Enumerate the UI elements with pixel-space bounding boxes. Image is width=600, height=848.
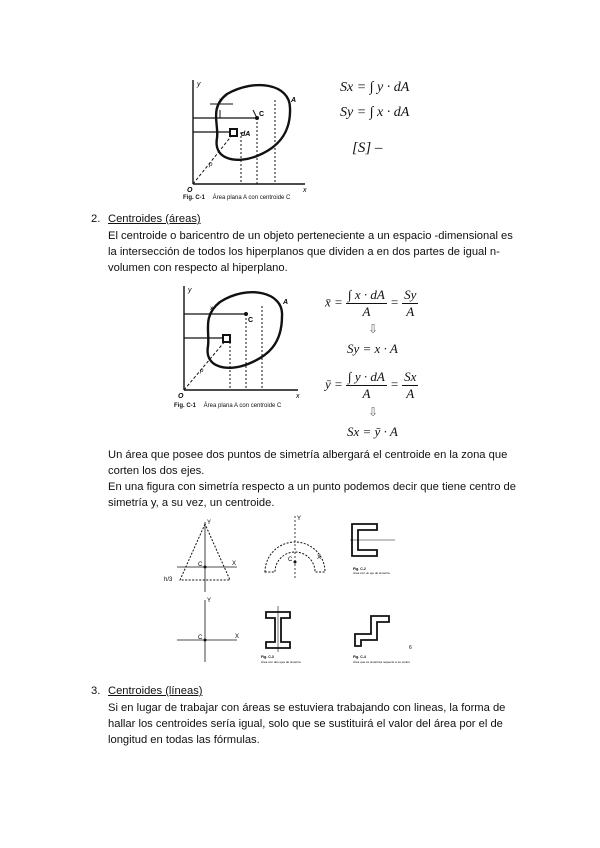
formula-sy-result: Sy = x · A (347, 341, 398, 356)
ybar-rnum: Sx (404, 369, 417, 384)
fig2-label-x-dist: x (210, 306, 213, 312)
cross-label-x: X (235, 634, 240, 640)
symmetry-paragraph-2: En una figura con simetría respecto a un punto podemos decir que tiene centro de simetría y, a su vez, un centroide. (108, 481, 516, 509)
cross-label-c: C (198, 635, 203, 641)
section2-title: Centroides (áreas) (108, 213, 201, 225)
figure2-drawing (176, 282, 306, 404)
figure-area-centroid-1 (185, 74, 315, 199)
fig1-label-area: A (291, 97, 297, 104)
fig2-label-x-axis: x (296, 393, 300, 400)
formula-sy: Sy = ∫ x · dA (340, 105, 410, 120)
fig1-label-x-dist: x (219, 98, 222, 104)
xbar-lhs: x̄ = (325, 294, 343, 310)
fig1-caption-label: Fig. C-1 (183, 195, 205, 201)
fig2-label-origin: O (178, 393, 184, 400)
xbar-den: A (362, 304, 371, 319)
cross-label-y: Y (207, 598, 212, 604)
fig2-label-rho: ρ (200, 368, 204, 374)
section2-number: 2. (91, 213, 101, 225)
ybar-eq: = (390, 376, 399, 392)
fig2-label-centroid: C (248, 317, 254, 324)
formula-sx-result: Sx = ȳ · A (347, 424, 398, 439)
fig1-label-origin: O (187, 187, 193, 194)
fig2-caption-label: Fig. C-1 (174, 403, 196, 409)
triangle-label-c: C (198, 562, 203, 568)
xbar-rden: A (406, 304, 415, 319)
triangle-label-y: Y (207, 520, 212, 526)
formula-ybar (325, 369, 418, 402)
arch-label-c: C (288, 557, 293, 563)
arch-label-y: Y (297, 516, 302, 522)
fig-c4-caption-text: Área que es simétrica respecto a su centro (353, 660, 411, 664)
arch-label-x: X (317, 555, 322, 561)
xbar-num: ∫ x · dA (348, 287, 385, 302)
section3-number: 3. (91, 685, 101, 697)
section3-title: Centroides (líneas) (108, 685, 203, 697)
symmetry-figures (165, 512, 425, 672)
fig1-label-x-axis: x (303, 187, 307, 194)
ybar-rden: A (406, 386, 415, 401)
formula-xbar (325, 287, 418, 320)
symmetry-paragraph-1: Un área que posee dos puntos de simetría albergará el centroide en la zona que corten los dos ejes. (108, 449, 508, 477)
formula-s-units: [S] – (352, 140, 383, 156)
down-arrow-icon: ⇩ (368, 322, 379, 336)
section2-paragraph: El centroide o baricentro de un objeto perteneciente a un espacio -dimensional es la intersección de todos los hiperplanos que dividen a en dos partes de igual n-volumen con respecto al hiperplano. (108, 230, 513, 274)
figure-area-centroid-2 (176, 282, 306, 414)
formula-sx: Sx = ∫ y · dA (340, 80, 410, 95)
symmetry-figures-drawing (165, 512, 425, 672)
fig1-label-dA: dA (241, 131, 251, 138)
fig-c4-caption: Fig. C-4 (353, 655, 366, 659)
figure1-drawing (185, 74, 315, 199)
section3-paragraph: Si en lugar de trabajar con áreas se estuviera trabajando con lineas, la forma de hallar los centroides sería igual, solo que se sustituirá el valor del área por el de longitud en todas las fórmulas. (108, 702, 506, 746)
ybar-num: ∫ y · dA (348, 369, 385, 384)
fig-c3-caption-text: Área con dos ejes de simetría (261, 660, 301, 664)
triangle-label-h3: h/3 (164, 577, 173, 583)
xbar-rnum: Sy (404, 287, 417, 302)
fig2-caption-text: Área plana A con centroide C (203, 403, 282, 409)
fig-c2-caption: Fig. C-2 (353, 567, 366, 571)
fig1-label-centroid: C (259, 111, 265, 118)
fig1-caption-text: Área plana A con centroide C (212, 195, 291, 201)
fig2-label-area: A (283, 299, 289, 306)
fig-c3-caption: Fig. C-3 (261, 655, 274, 659)
xbar-eq: = (390, 294, 399, 310)
ybar-lhs: ȳ = (325, 376, 343, 392)
fig2-label-y: y (188, 287, 192, 294)
fig1-label-y: y (197, 81, 201, 88)
page-mark: 6 (409, 645, 412, 651)
down-arrow-icon: ⇩ (368, 405, 379, 419)
triangle-label-x: X (232, 561, 237, 567)
fig1-label-rho: ρ (209, 162, 213, 168)
ybar-den: A (362, 386, 371, 401)
fig-c2-caption-text: Área con un eje de simetría (353, 571, 390, 575)
